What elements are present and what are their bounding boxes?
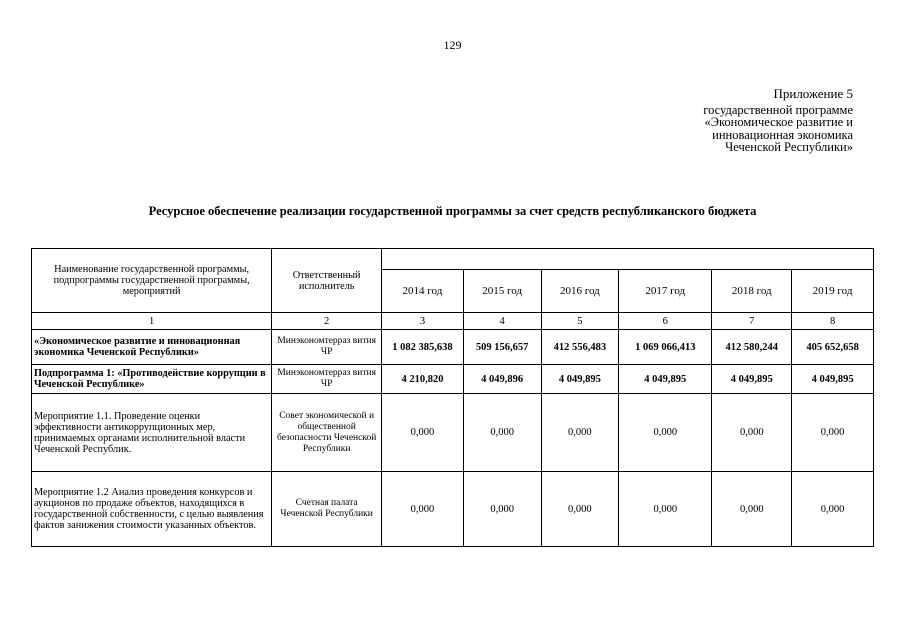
column-number: 1 xyxy=(32,313,272,330)
appendix-line: «Экономическое развитие и xyxy=(704,115,853,129)
value-cell: 4 049,895 xyxy=(792,365,874,394)
value-cell: 0,000 xyxy=(792,394,874,472)
value-cell: 1 082 385,638 xyxy=(382,330,464,365)
value-cell: 4 049,896 xyxy=(463,365,541,394)
value-cell: 412 580,244 xyxy=(712,330,792,365)
year-header: 2019 год xyxy=(792,270,874,313)
value-cell: 0,000 xyxy=(382,394,464,472)
value-cell: 4 049,895 xyxy=(541,365,619,394)
value-cell: 0,000 xyxy=(792,472,874,547)
executor-cell: Минэкономтерраз вития ЧР xyxy=(272,330,382,365)
value-cell: 0,000 xyxy=(382,472,464,547)
year-header: 2016 год xyxy=(541,270,619,313)
table-row xyxy=(32,472,874,547)
column-number: 5 xyxy=(541,313,619,330)
measure-name-cell: Мероприятие 1.2 Анализ проведения конкурсов и аукционов по продаже объектов, находящихся в государственной собственности, с целью выявления фактов занижения стоимости указанных объектов. xyxy=(32,472,272,547)
year-header: 2014 год xyxy=(382,270,464,313)
value-cell: 0,000 xyxy=(463,472,541,547)
value-cell: 0,000 xyxy=(712,472,792,547)
header-name-cell: Наименование государственной программы, подпрограммы государственной программы, мероприятий xyxy=(32,249,272,313)
table-row xyxy=(32,365,874,394)
value-cell: 4 049,895 xyxy=(619,365,712,394)
document-title: Ресурсное обеспечение реализации государственной программы за счет средств республиканского бюджета xyxy=(148,204,757,218)
appendix-title: Приложение 5 xyxy=(773,86,853,101)
table-row xyxy=(32,394,874,472)
executor-cell: Минэкономтерраз вития ЧР xyxy=(272,365,382,394)
header-years-group xyxy=(382,249,874,270)
value-cell: 4 210,820 xyxy=(382,365,464,394)
column-number: 8 xyxy=(792,313,874,330)
appendix-block xyxy=(703,88,853,154)
column-number-row xyxy=(32,313,874,330)
value-cell: 412 556,483 xyxy=(541,330,619,365)
program-name-cell: «Экономическое развитие и инновационная экономика Чеченской Республики» xyxy=(32,330,272,365)
measure-name-cell: Мероприятие 1.1. Проведение оценки эффективности антикоррупционных мер, принимаемых органами исполнительной власти Чеченской Республик. xyxy=(32,394,272,472)
column-number: 7 xyxy=(712,313,792,330)
value-cell: 0,000 xyxy=(619,472,712,547)
value-cell: 0,000 xyxy=(712,394,792,472)
column-number: 3 xyxy=(382,313,464,330)
value-cell: 0,000 xyxy=(541,472,619,547)
value-cell: 0,000 xyxy=(619,394,712,472)
appendix-line: государственной программе xyxy=(703,102,853,117)
executor-cell: Счетная палата Чеченской Республики xyxy=(272,472,382,547)
subprogram-name-cell: Подпрограмма 1: «Противодействие коррупции в Чеченской Республике» xyxy=(32,365,272,394)
executor-cell: Совет экономической и общественной безопасности Чеченской Республики xyxy=(272,394,382,472)
header-row xyxy=(32,249,874,270)
value-cell: 1 069 066,413 xyxy=(619,330,712,365)
value-cell: 0,000 xyxy=(541,394,619,472)
year-header: 2015 год xyxy=(463,270,541,313)
column-number: 6 xyxy=(619,313,712,330)
header-executor-cell: Ответственный исполнитель xyxy=(272,249,382,313)
value-cell: 4 049,895 xyxy=(712,365,792,394)
column-number: 4 xyxy=(463,313,541,330)
resource-table xyxy=(31,248,874,547)
year-header: 2017 год xyxy=(619,270,712,313)
page-number: 129 xyxy=(443,38,462,52)
value-cell: 0,000 xyxy=(463,394,541,472)
value-cell: 509 156,657 xyxy=(463,330,541,365)
value-cell: 405 652,658 xyxy=(792,330,874,365)
appendix-line: Чеченской Республики» xyxy=(725,140,853,154)
year-header: 2018 год xyxy=(712,270,792,313)
table-row xyxy=(32,330,874,365)
appendix-line: инновационная экономика xyxy=(712,127,853,142)
column-number: 2 xyxy=(272,313,382,330)
